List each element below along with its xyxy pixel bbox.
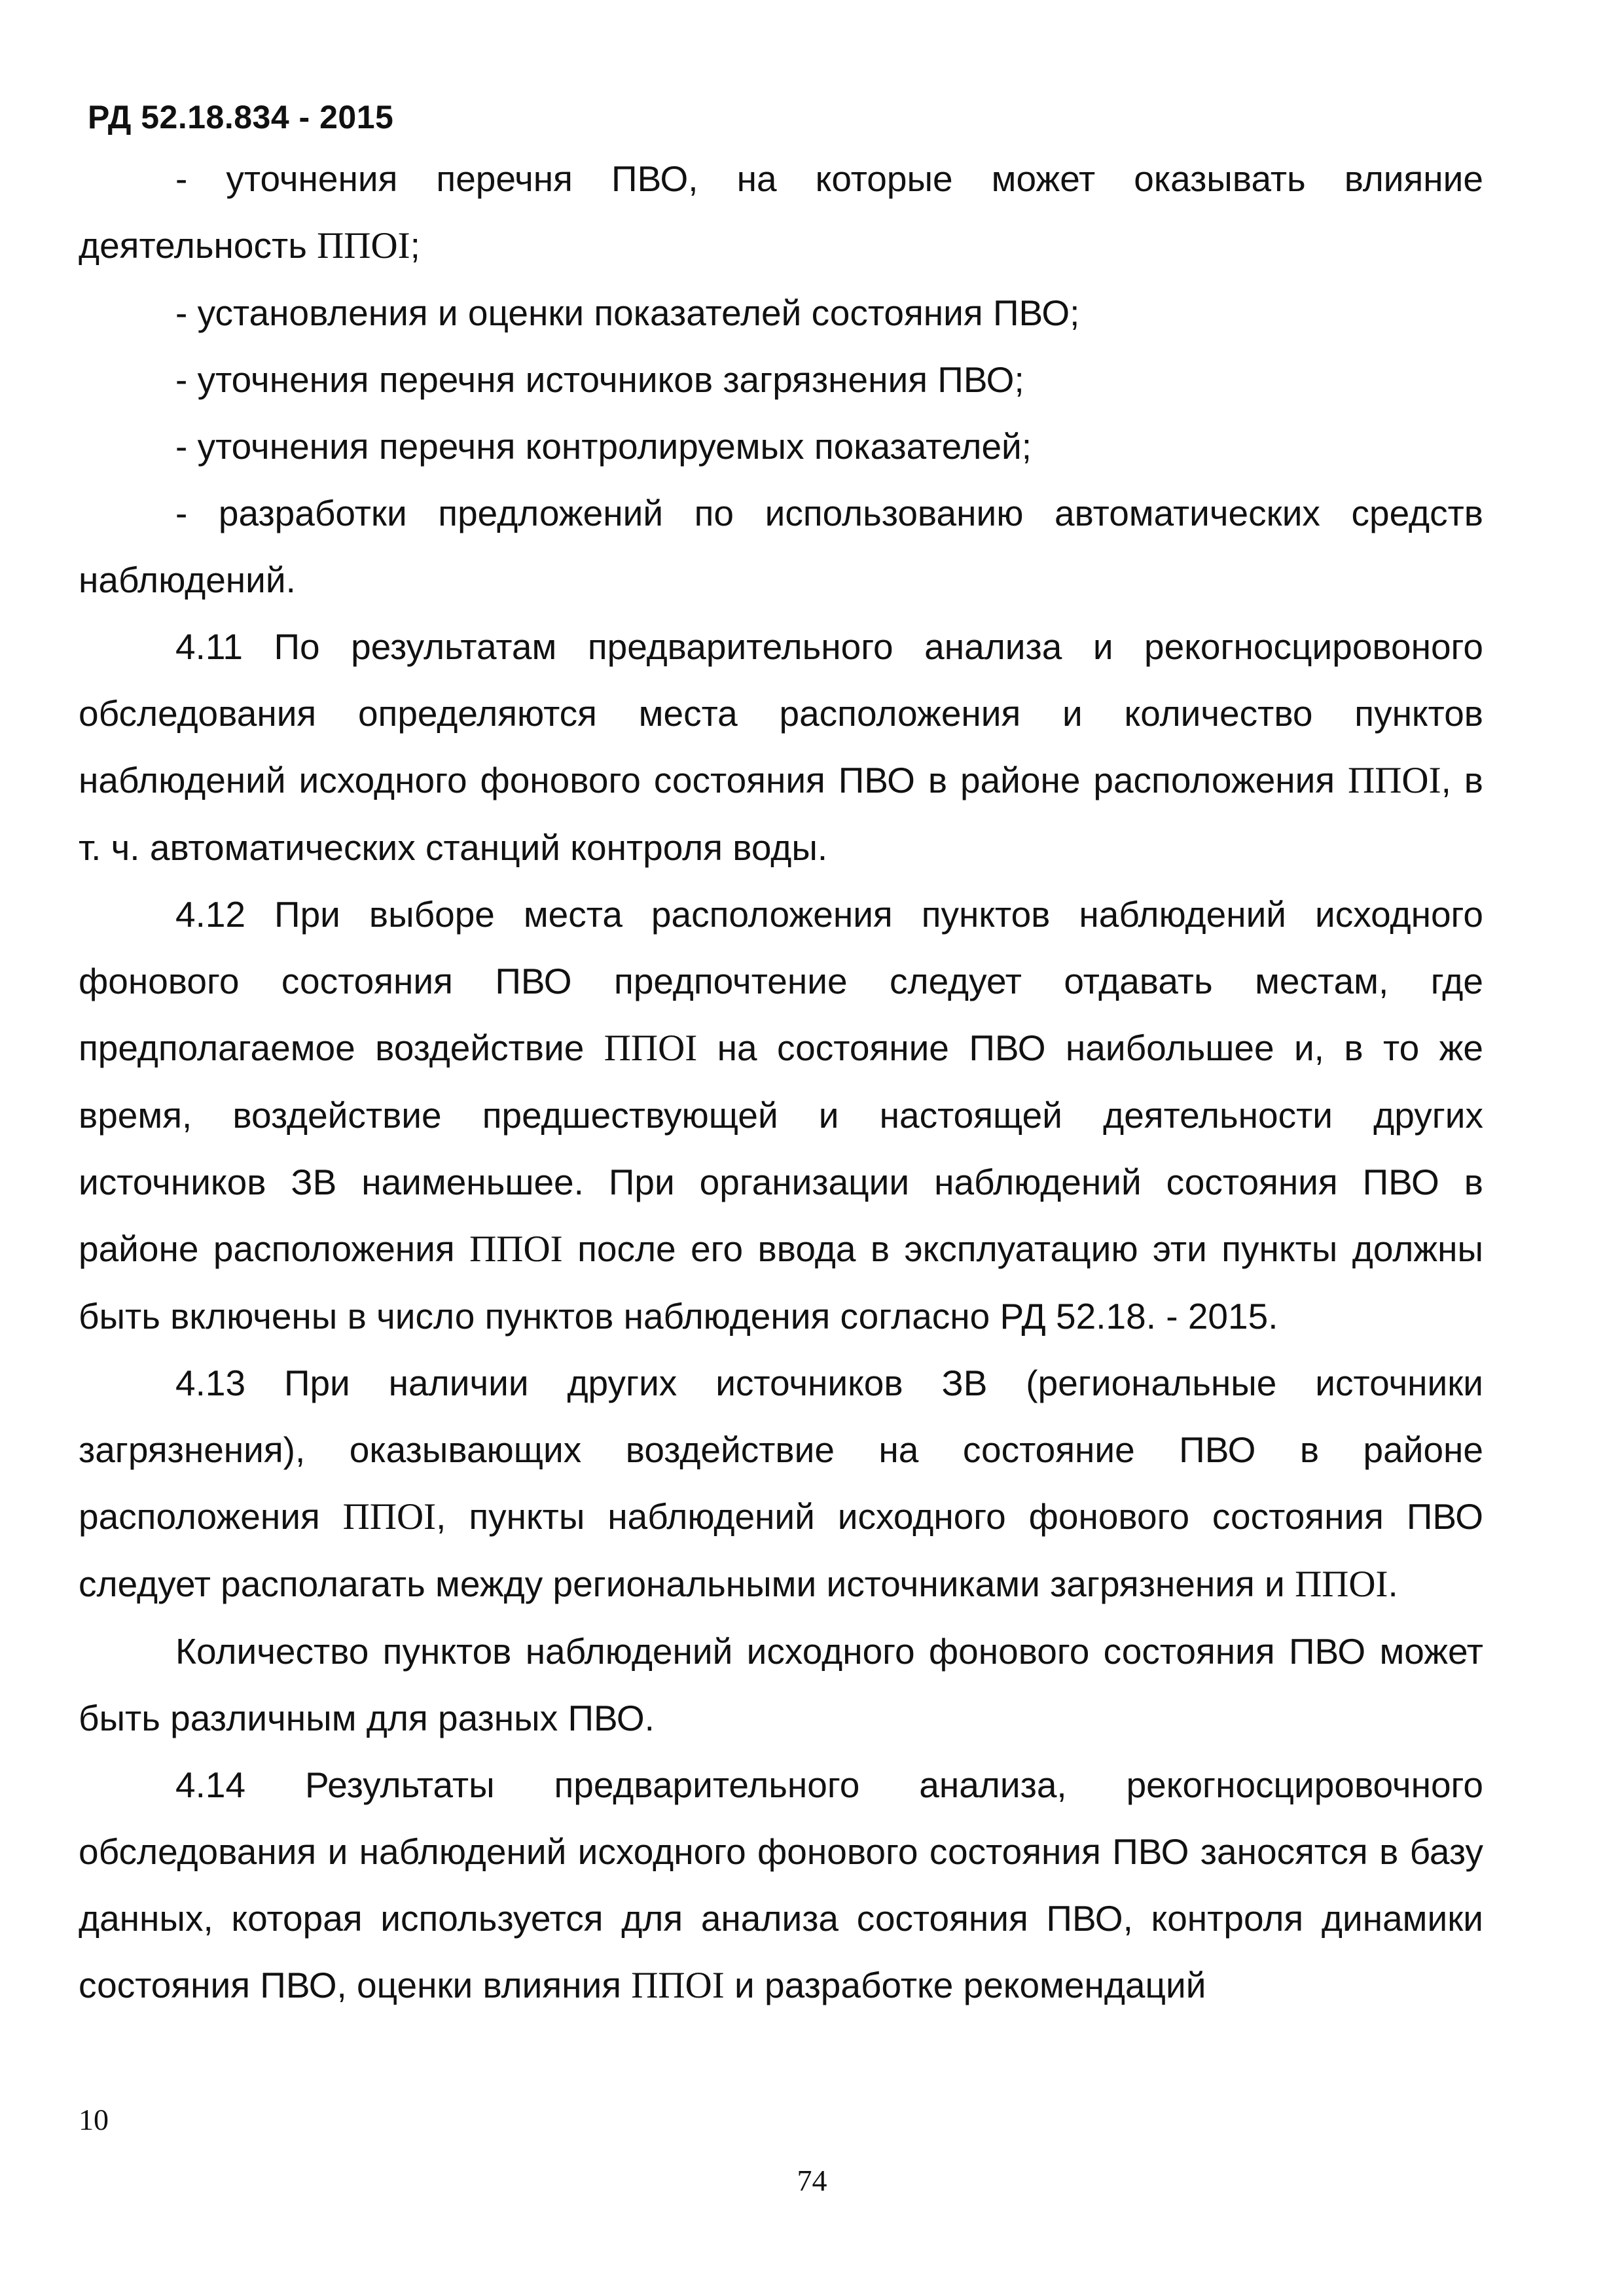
paragraph-4-13: 4.13 При наличии других источников ЗВ (региональные источники загрязнения), оказывающих воздействие на состояние ПВО в районе расположения ППОI, пункты наблюдений исходного фонового состояния ПВО следует располагать между региональными источниками загрязнения и ППОI. bbox=[79, 1363, 1484, 1605]
page-number-center: 74 bbox=[797, 2164, 827, 2197]
paragraph-item-1: - уточнения перечня ПВО, на которые может оказывать влияние деятельность ППОI; bbox=[79, 158, 1483, 266]
page-number-left: 10 bbox=[79, 2103, 109, 2136]
body-text bbox=[79, 145, 1483, 2019]
paragraph-item-5: - разработки предложений по использованию автоматических средств наблюдений. bbox=[79, 493, 1483, 600]
paragraph-item-4: - уточнения перечня контролируемых показателей; bbox=[175, 426, 1032, 467]
paragraph-4-14: 4.14 Результаты предварительного анализа, рекогносцировочного обследования и наблюдений исходного фонового состояния ПВО заносятся в базу данных, которая используется для анализа состояния ПВО, контроля динамики состояния ПВО, оценки влияния ППОI и разработке рекомендаций bbox=[79, 1765, 1483, 2006]
paragraph-item-3: - уточнения перечня источников загрязнения ПВО; bbox=[175, 359, 1024, 400]
paragraph-4-11: 4.11 По результатам предварительного анализа и рекогносцировоного обследования определяются места расположения и количество пунктов наблюдений исходного фонового состояния ПВО в районе расположения ППОI, в т. ч. автоматических станций контроля воды. bbox=[79, 626, 1484, 868]
document-code-header: РД 52.18.834 - 2015 bbox=[88, 99, 394, 135]
paragraph-count-note: Количество пунктов наблюдений исходного фонового состояния ПВО может быть различным для разных ПВО. bbox=[79, 1631, 1483, 1738]
paragraph-4-12: 4.12 При выборе места расположения пунктов наблюдений исходного фонового состояния ПВО предпочтение следует отдавать местам, где предполагаемое воздействие ППОI на состояние ПВО наибольшее и, в то же время, воздействие предшествующей и настоящей деятельности других источников ЗВ наименьшее. При организации наблюдений состояния ПВО в районе расположения ППОI после его ввода в эксплуатацию эти пункты должны быть включены в число пунктов наблюдения согласно РД 52.18. - 2015. bbox=[79, 894, 1484, 1336]
paragraph-item-2: - установления и оценки показателей состояния ПВО; bbox=[175, 293, 1080, 333]
